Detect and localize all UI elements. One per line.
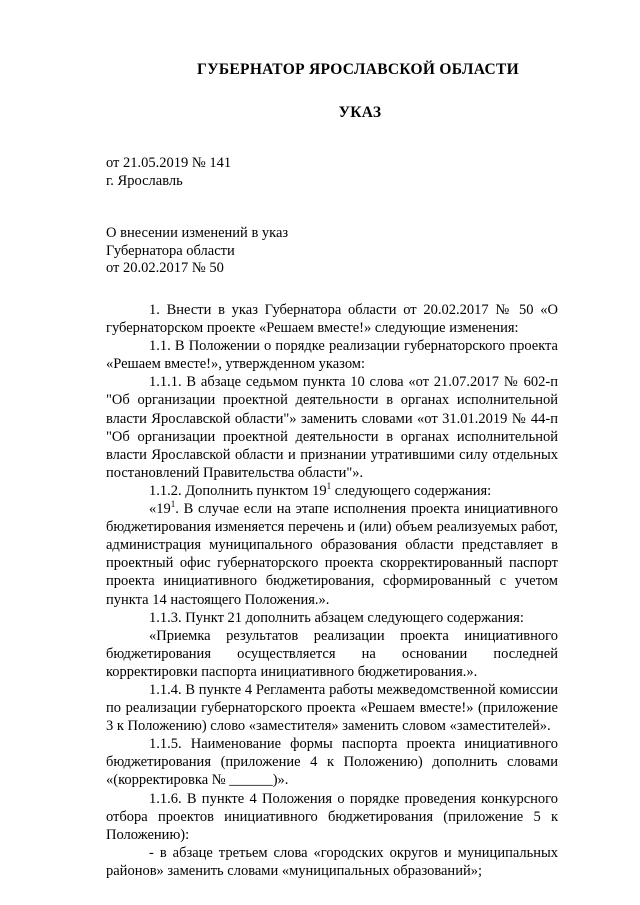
superscript: 1 [326, 481, 332, 492]
paragraph-1-1-1: 1.1.1. В абзаце седьмом пункта 10 слова «от 21.07.2017 № 602-п "Об организации проектной деятельности в органах исполнительной власти Ярославской области"» заменить словами «от 31.01.2019 № 44-п "Об организации проектной деятельности в органах исполнительной власти Ярославской области и признании утратившими силу отдельных постановлений Правительства области"». [106, 374, 558, 481]
city: г. Ярославль [106, 173, 183, 189]
paragraph-19-1-text: . В случае если на этапе исполнения проекта инициативного бюджетирования изменяется перечень и (или) объем реализуемых работ, администрация муниципального образования области представляет в проектный офис губернаторского проекта скорректированный паспорт проекта инициативного бюджетирования, сформированный с учетом пункта 14 настоящего Положения.». [106, 501, 558, 608]
paragraph-dash-item: - в абзаце третьем слова «городских округов и муниципальных районов» заменить словами «муниципальных образований»; [106, 844, 558, 879]
subject-line-2: Губернатора области [106, 243, 235, 259]
superscript: 1 [170, 499, 176, 510]
paragraph-acceptance: «Приемка результатов реализации проекта инициативного бюджетирования осуществляется на основании последней корректировки паспорта инициативного бюджетирования.». [106, 627, 558, 680]
paragraph-19-1-lead: «19 [149, 501, 171, 518]
paragraph-19-1 [106, 500, 558, 609]
decree-body [106, 301, 558, 880]
date-number: от 21.05.2019 № 141 [106, 155, 232, 171]
subject-line-1: О внесении изменений в указ [106, 225, 289, 241]
paragraph-1-1: 1.1. В Положении о порядке реализации губернаторского проекта «Решаем вместе!», утвержденном указом: [106, 338, 558, 373]
paragraph-1-1-2 [106, 482, 558, 500]
paragraph-1-1-3: 1.1.3. Пункт 21 дополнить абзацем следующего содержания: [149, 609, 524, 626]
paragraph-1-1-4: 1.1.4. В пункте 4 Регламента работы межведомственной комиссии по реализации губернаторского проекта «Решаем вместе!» (приложение 3 к Положению) слово «заместителя» заменить словом «заместителей». [106, 681, 558, 735]
paragraph-1-1-2-tail: следующего содержания: [331, 482, 492, 499]
paragraph-1-1-2-text: 1.1.2. Дополнить пунктом 19 [149, 482, 327, 499]
subject-line-3: от 20.02.2017 № 50 [106, 260, 224, 276]
authority-title: ГУБЕРНАТОР ЯРОСЛАВСКОЙ ОБЛАСТИ [197, 61, 519, 78]
document-type: УКАЗ [338, 104, 382, 121]
paragraph-1-1-6: 1.1.6. В пункте 4 Положения о порядке проведения конкурсного отбора проектов инициативного бюджетирования (приложение 5 к Положению): [106, 790, 558, 843]
paragraph-1: 1. Внести в указ Губернатора области от 20.02.2017 № 50 «О губернаторском проекте «Решаем вместе!» следующие изменения: [106, 302, 558, 337]
paragraph-1-1-5: 1.1.5. Наименование формы паспорта проекта инициативного бюджетирования (приложение 4 к Положению) дополнить словами «(корректировка № ______)». [106, 736, 558, 789]
